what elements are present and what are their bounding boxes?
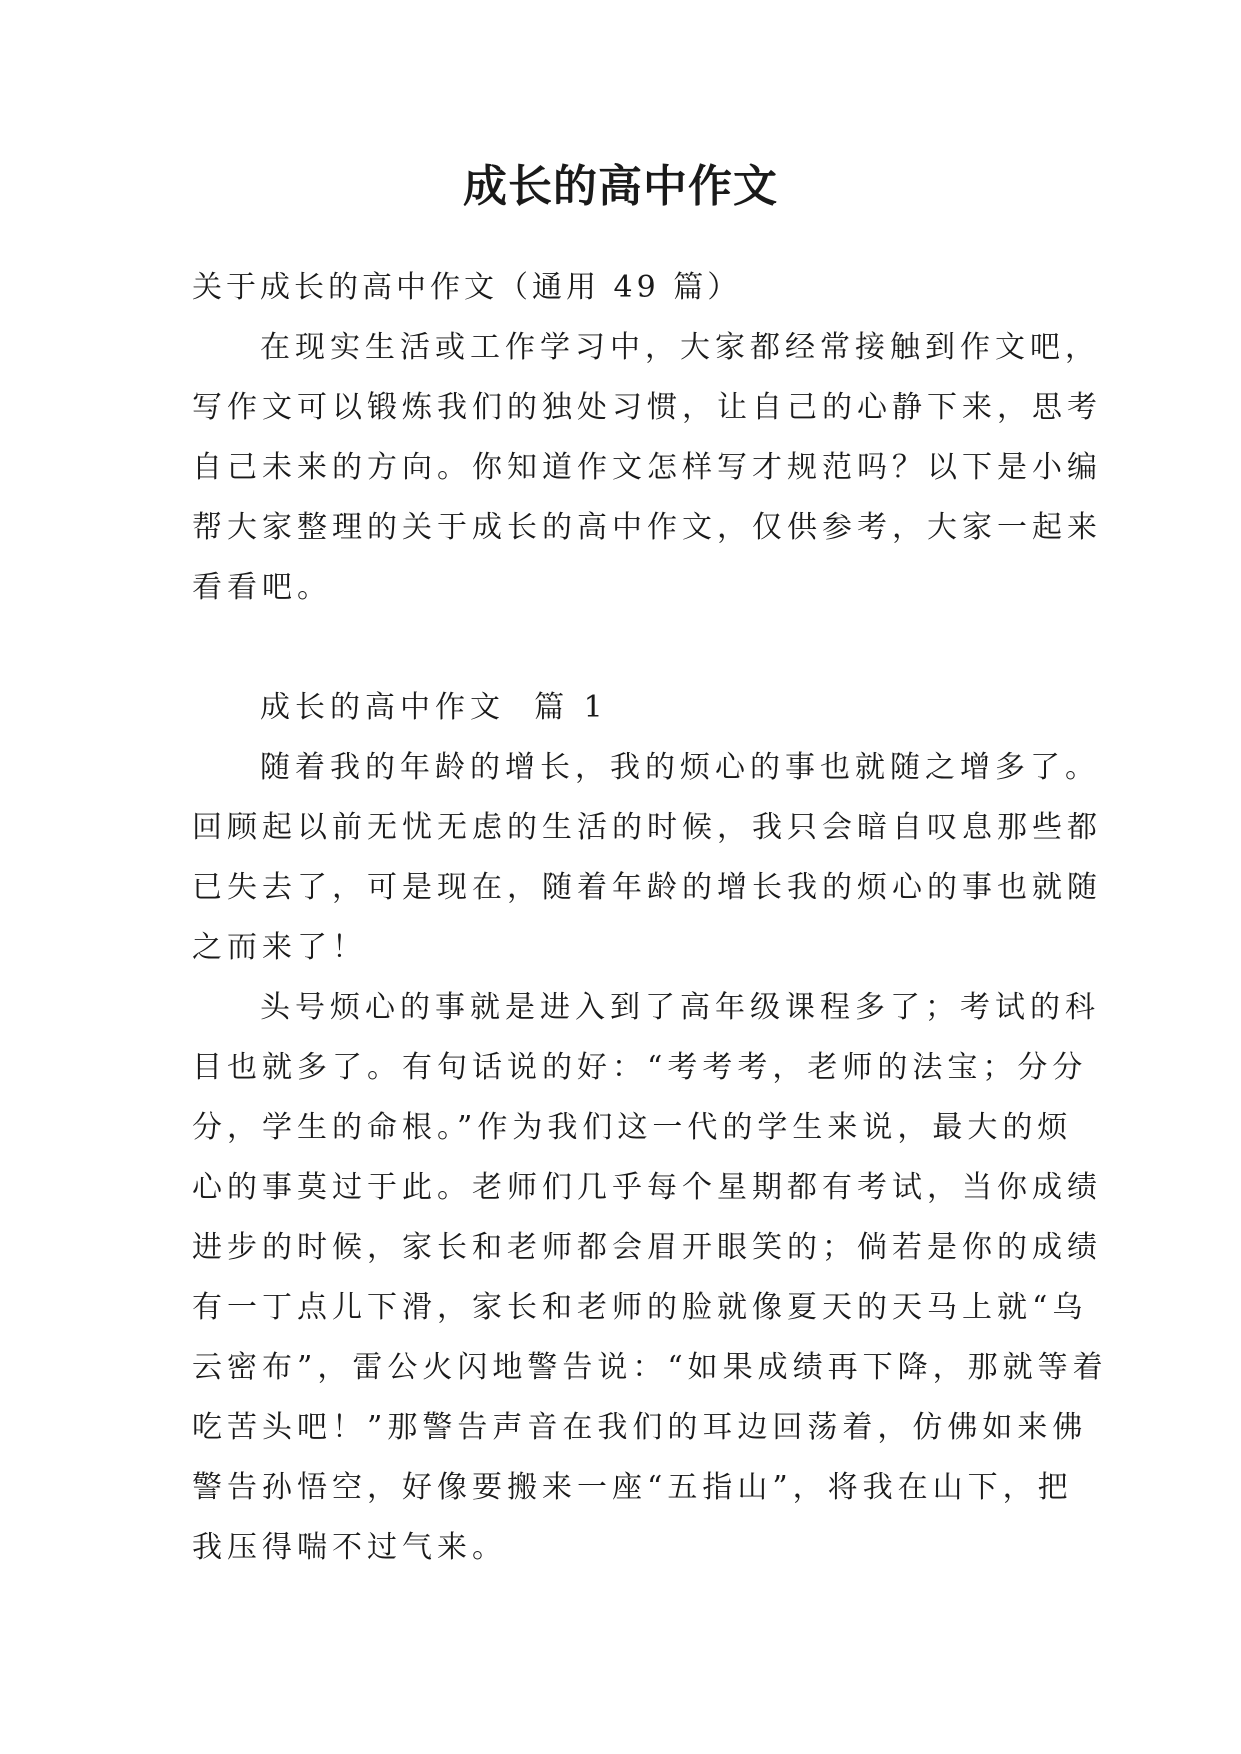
document-title: 成长的高中作文 [463, 161, 778, 212]
document-subtitle: 关于成长的高中作文（通用 49 篇） [192, 270, 742, 305]
intro-line: 帮大家整理的关于成长的高中作文，仅供参考，大家一起来 [192, 510, 1102, 545]
paragraph-line: 进步的时候，家长和老师都会眉开眼笑的；倘若是你的成绩 [192, 1230, 1102, 1265]
section-heading: 成长的高中作文 篇 1 [260, 690, 608, 725]
intro-line: 自己未来的方向。你知道作文怎样写才规范吗？以下是小编 [192, 450, 1102, 485]
paragraph-1 [192, 738, 1102, 978]
paragraph-line: 头号烦心的事就是进入到了高年级课程多了；考试的科 [260, 990, 1100, 1025]
paragraph-line: 云密布”，雷公火闪地警告说：“如果成绩再下降，那就等着 [192, 1350, 1108, 1385]
intro-line: 在现实生活或工作学习中，大家都经常接触到作文吧， [260, 330, 1100, 365]
intro-line: 写作文可以锻炼我们的独处习惯，让自己的心静下来，思考 [192, 390, 1102, 425]
paragraph-line: 警告孙悟空，好像要搬来一座“五指山”，将我在山下，把 [192, 1470, 1073, 1505]
paragraph-line: 心的事莫过于此。老师们几乎每个星期都有考试，当你成绩 [192, 1170, 1102, 1205]
document-body [192, 258, 1108, 1578]
paragraph-line: 吃苦头吧！”那警告声音在我们的耳边回荡着，仿佛如来佛 [192, 1410, 1088, 1445]
intro-line: 看看吧。 [192, 570, 332, 605]
paragraph-line: 目也就多了。有句话说的好：“考考考，老师的法宝；分分 [192, 1050, 1088, 1085]
paragraph-line: 回顾起以前无忧无虑的生活的时候，我只会暗自叹息那些都 [192, 810, 1102, 845]
paragraph-line: 有一丁点儿下滑，家长和老师的脸就像夏天的天马上就“乌 [192, 1290, 1088, 1325]
section-spacer [192, 618, 1072, 678]
paragraph-line: 随着我的年龄的增长，我的烦心的事也就随之增多了。 [260, 750, 1100, 785]
paragraph-line: 已失去了，可是现在，随着年龄的增长我的烦心的事也就随 [192, 870, 1102, 905]
paragraph-line: 我压得喘不过气来。 [192, 1530, 507, 1565]
paragraph-line: 之而来了！ [192, 930, 367, 965]
paragraph-2 [192, 978, 1108, 1578]
paragraph-line: 分，学生的命根。”作为我们这一代的学生来说，最大的烦 [192, 1110, 1073, 1145]
intro-paragraph [192, 318, 1102, 618]
